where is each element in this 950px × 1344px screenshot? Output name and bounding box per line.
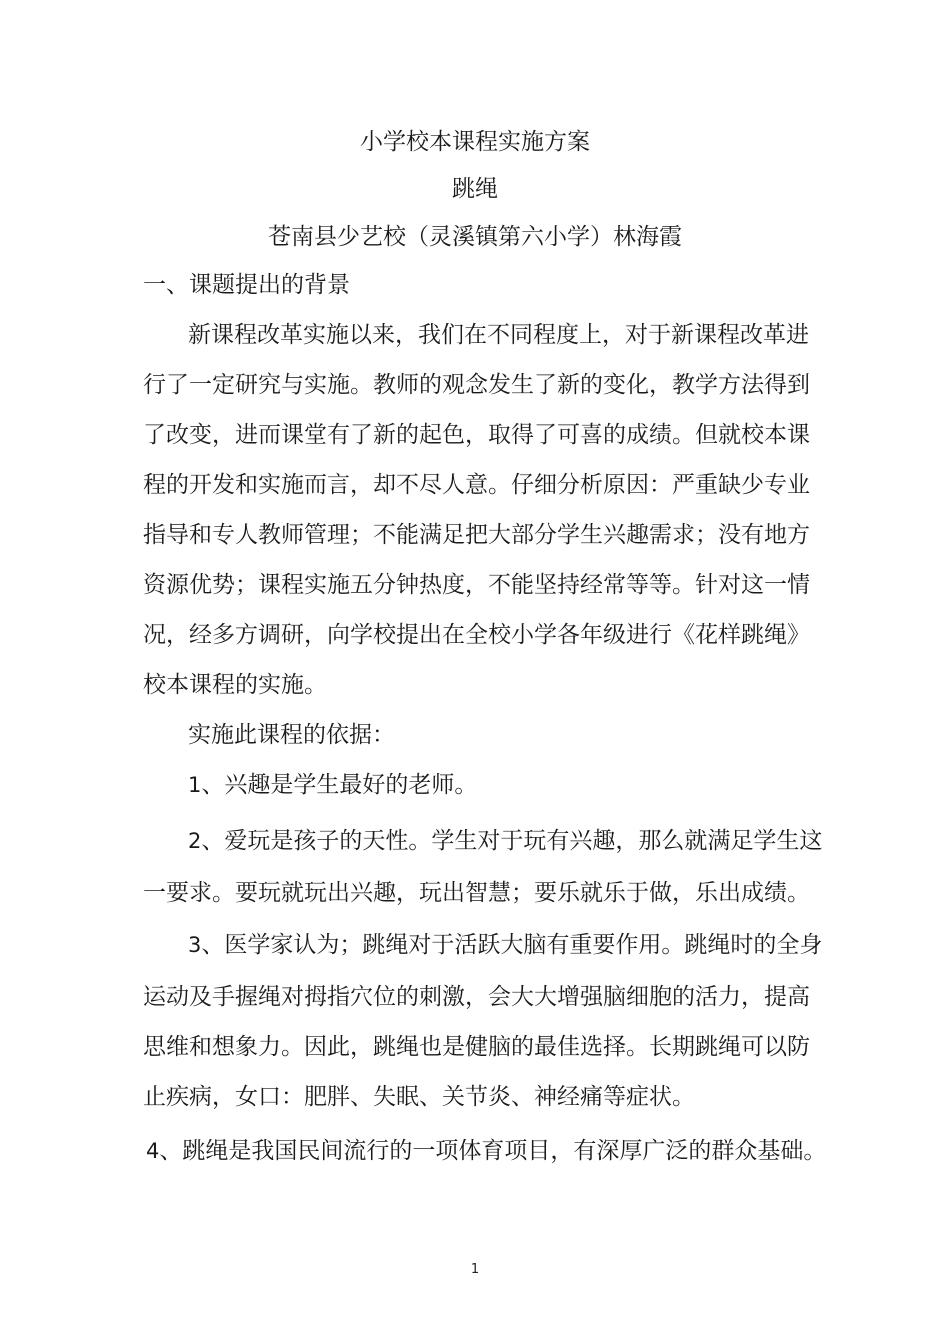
paragraph-line: 资源优势；课程实施五分钟热度，不能坚持经常等等。针对这一情 bbox=[143, 572, 810, 598]
item-number: 1 bbox=[188, 773, 202, 797]
basis-intro: 实施此课程的依据： bbox=[188, 722, 395, 748]
item-text: 、兴趣是学生最好的老师。 bbox=[201, 772, 478, 798]
item-number: 2 bbox=[188, 829, 202, 853]
list-item bbox=[188, 770, 950, 800]
item-text: 、医学家认为；跳绳对于活跃大脑有重要作用。跳绳时的全身 bbox=[201, 932, 823, 958]
paragraph-line: 校本课程的实施。 bbox=[143, 672, 327, 698]
list-item bbox=[146, 1136, 950, 1166]
paragraph-line: 程的开发和实施而言，却不尽人意。仔细分析原因：严重缺少专业 bbox=[143, 472, 810, 498]
paragraph-line: 况，经多方调研，向学校提出在全校小学各年级进行《花样跳绳》 bbox=[143, 622, 810, 648]
author-line: 苍南县少艺校（灵溪镇第六小学）林海霞 bbox=[268, 224, 682, 250]
list-item-continuation: 思维和想象力。因此，跳绳也是健脑的最佳选择。长期跳绳可以防 bbox=[143, 1034, 810, 1060]
item-number: 4 bbox=[146, 1139, 160, 1163]
paragraph-line: 指导和专人教师管理；不能满足把大部分学生兴趣需求；没有地方 bbox=[143, 522, 810, 548]
item-number: 3 bbox=[188, 933, 202, 957]
list-item-continuation: 止疾病，女口：肥胖、失眠、关节炎、神经痛等症状。 bbox=[143, 1084, 695, 1110]
item-text: 、爱玩是孩子的天性。学生对于玩有兴趣，那么就满足学生这 bbox=[201, 828, 823, 854]
paragraph-line: 新课程改革实施以来，我们在不同程度上，对于新课程改革进 bbox=[188, 322, 809, 348]
list-item bbox=[188, 930, 950, 960]
paragraph-line: 了改变，进而课堂有了新的起色，取得了可喜的成绩。但就校本课 bbox=[143, 422, 810, 448]
list-item bbox=[188, 826, 950, 856]
list-item-continuation: 一要求。要玩就玩出兴趣，玩出智慧；要乐就乐于做，乐出成绩。 bbox=[143, 880, 810, 906]
document-subtitle: 跳绳 bbox=[452, 176, 498, 202]
item-text: 、跳绳是我国民间流行的一项体育项目，有深厚广泛的群众基础。 bbox=[159, 1138, 827, 1164]
list-item-continuation: 运动及手握绳对拇指穴位的刺激，会大大增强脑细胞的活力，提高 bbox=[143, 984, 810, 1010]
section-heading: 一、课题提出的背景 bbox=[143, 272, 350, 298]
page-number: 1 bbox=[470, 1262, 480, 1277]
paragraph-line: 行了一定研究与实施。教师的观念发生了新的变化，教学方法得到 bbox=[143, 372, 810, 398]
document-title: 小学校本课程实施方案 bbox=[360, 129, 590, 155]
